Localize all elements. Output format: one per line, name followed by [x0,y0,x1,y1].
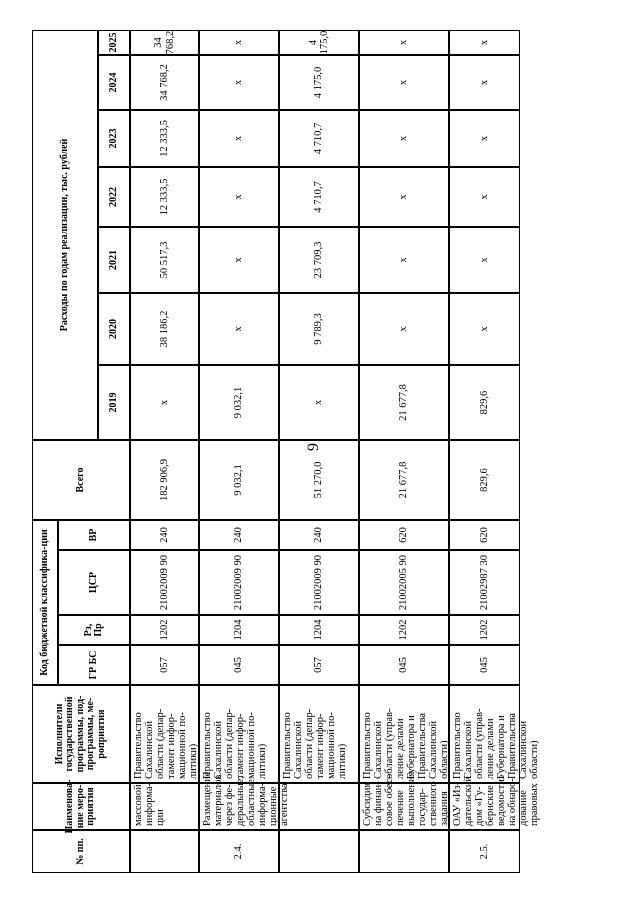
header-budget-code: Код бюджетной классифика-ции [32,520,58,685]
row-rzpr: 1202 [449,615,520,645]
row-total: 9 032,1 [199,440,279,520]
row-name: ОАУ «Из-дательский дом «Гу-бернские ведомости» на обнаро-дование правовых [449,783,520,830]
row-vr: 620 [449,520,520,550]
row-year-value: х [199,110,279,167]
row-year-value: 9 789,3 [279,293,359,365]
row-year-value: х [449,293,520,365]
row-executor: Правительство Сахалинской области (управ-ление делами Губернатора и Правительства Сахалинской области) [359,685,449,783]
row-year-value: 12 333,5 [130,167,199,227]
row-executor: Правительство Сахалинской области (депар-тамент инфор-мационной по-литики) [199,685,279,783]
row-year-value: х [130,365,199,440]
row-year-value: 12 333,5 [130,110,199,167]
row-rzpr: 1204 [279,615,359,645]
header-total: Всего [32,440,130,520]
page-number: 9 [305,443,322,451]
row-executor: Правительство Сахалинской области (депар-тамент инфор-мационной по-литики) [130,685,199,783]
row-grbs: 045 [449,645,520,685]
row-year-value: х [359,227,449,293]
header-year: 2021 [98,227,130,293]
row-vr: 240 [279,520,359,550]
row-name: Субсидия на финан-совое обес-печение выполнения государ-ственного задания [359,783,449,830]
row-year-value: х [359,55,449,110]
header-year: 2020 [98,293,130,365]
row-csr: 21002005 90 [359,550,449,615]
header-executors: Исполнители государственной программы, под-программы, ме-роприятия [32,685,130,783]
row-grbs: 045 [199,645,279,685]
row-csr: 21002009 90 [199,550,279,615]
row-year-value: 38 186,2 [130,293,199,365]
row-year-value: х [199,55,279,110]
row-name: массовой информа-ции [130,783,199,830]
row-year-value: 9 032,1 [199,365,279,440]
header-year: 2022 [98,167,130,227]
row-num: 2.5. [449,830,520,873]
row-executor: Правительство Сахалинской области (управ-ление делами Губернатора и Правительства Сахалинской области) [449,685,520,783]
row-year-value: 34 768,2 [130,55,199,110]
row-year-value: 4 175,0 [279,30,359,55]
row-year-value: х [279,365,359,440]
row-year-value: х [359,110,449,167]
row-year-value: х [199,167,279,227]
header-year: 2019 [98,365,130,440]
row-year-value: х [359,293,449,365]
header-grbs: ГР БС [58,645,130,685]
row-year-value: х [449,55,520,110]
row-num [359,830,449,873]
row-year-value: х [199,227,279,293]
row-year-value: 21 677,8 [359,365,449,440]
row-grbs: 045 [359,645,449,685]
row-vr: 620 [359,520,449,550]
header-csr: ЦСР [58,550,130,615]
row-year-value: 4 710,7 [279,167,359,227]
row-vr: 240 [199,520,279,550]
header-expenses: Расходы по годам реализации, тыс. рублей [32,30,98,440]
row-year-value: 4 175,0 [279,55,359,110]
row-year-value: х [199,293,279,365]
header-year: 2024 [98,55,130,110]
row-year-value: х [449,110,520,167]
row-year-value: 829,6 [449,365,520,440]
row-vr: 240 [130,520,199,550]
row-year-value: 23 709,3 [279,227,359,293]
header-vr: ВР [58,520,130,550]
header-num: № пп. [32,830,130,873]
header-rzpr: Рз, Пр [58,615,130,645]
row-csr: 21002009 90 [130,550,199,615]
row-year-value: х [449,227,520,293]
header-year: 2023 [98,110,130,167]
row-year-value: х [359,167,449,227]
row-total: 51 270,0 [279,440,359,520]
row-grbs: 057 [279,645,359,685]
row-num: 2.4. [199,830,279,873]
row-num [279,830,359,873]
row-year-value: 50 517,3 [130,227,199,293]
row-rzpr: 1202 [359,615,449,645]
row-year-value: х [449,167,520,227]
row-name: Размещение материалов через фе-деральные, областные информа-ционные агентства [199,783,279,830]
row-year-value: х [449,30,520,55]
row-total: 829,6 [449,440,520,520]
row-total: 21 677,8 [359,440,449,520]
row-year-value: 34 768,2 [130,30,199,55]
row-csr: 21002987 30 [449,550,520,615]
row-grbs: 057 [130,645,199,685]
row-rzpr: 1204 [199,615,279,645]
row-name [279,783,359,830]
header-name: Наименова-ние меро-приятия [32,783,130,830]
header-year: 2025 [98,30,130,55]
row-year-value: 4 710,7 [279,110,359,167]
row-rzpr: 1202 [130,615,199,645]
row-csr: 21002009 90 [279,550,359,615]
row-year-value: х [359,30,449,55]
row-year-value: х [199,30,279,55]
row-num [130,830,199,873]
row-total: 182 906,9 [130,440,199,520]
row-executor: Правительство Сахалинской области (депар-тамент инфор-мационной по-литики) [279,685,359,783]
